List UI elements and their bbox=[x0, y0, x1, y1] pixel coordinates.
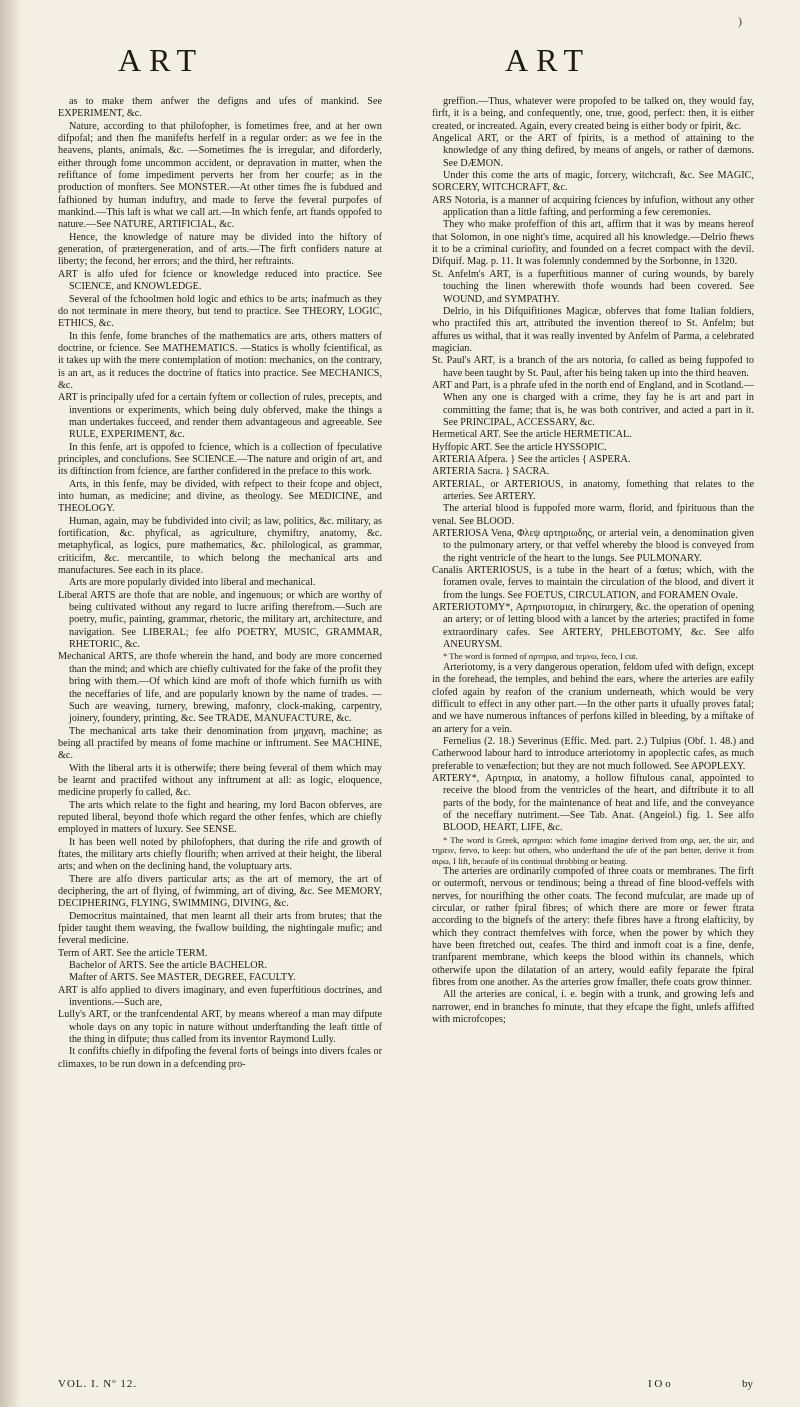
paragraph: Hermetical ART. See the article HERMETICAL. bbox=[432, 429, 632, 441]
paragraph: ARTERIAL, or ARTERIOUS, in anatomy, fomething that relates to the arteries. See ARTERY. bbox=[432, 478, 754, 502]
paragraph: It has been well noted by philofophers, that during the rife and growth of ftates, the military arts chiefly flourifh; when arrived at their height, the liberal arts; and when on the declining hand, the voluptuary arts. bbox=[58, 836, 382, 873]
paragraph: * The word is formed of αρτηρια, and τεμνω, feco, I cut. bbox=[443, 651, 638, 662]
paragraph: In this fenfe, art is oppofed to fcience, which is a collection of fpeculative principles, and conclufions. See SCIENCE.—The nature and origin of art, and its diftinction from fcience, are farther confidered in the preface to this work. bbox=[58, 441, 382, 478]
paragraph: Arteriotomy, is a very dangerous operation, feldom ufed with defign, except in the forehead, the temples, and behind the ears, where the arteries are eafily clofed again by reafon of the cranium underneath, which would be very difficult to effect in any other part.—In the other parts it ufually proves fatal; and we have numerous inftances of perfons killed in bleeding, by a miftake of an artery for a vein. bbox=[432, 661, 754, 735]
paragraph: The mechanical arts take their denomination from μηχανη, machine; as being all practifed by means of fome machine or inftrument. See MACHINE, &c. bbox=[58, 725, 382, 762]
paragraph: ART is alfo applied to divers imaginary, and even fuperftitious doctrines, and inventions.—Such are, bbox=[58, 984, 382, 1009]
paragraph: There are alfo divers particular arts; as the art of memory, the art of deciphering, the art of flying, of fwimming, art of diving, &c. See MEMORY, DECIPHERING, FLYING, SWIMMING, DIVING, &c. bbox=[58, 873, 382, 910]
paragraph: ARTERIA Sacra. } SACRA. bbox=[432, 466, 550, 478]
signature-mark: I O o bbox=[648, 1378, 671, 1390]
paragraph: Term of ART. See the article TERM. bbox=[58, 947, 208, 959]
paragraph: Angelical ART, or the ART of fpirits, is a method of attaining to the knowledge of any thing defired, by means of angels, or rather of dæmons. See DÆMON. bbox=[432, 133, 754, 169]
paragraph: Canalis ARTERIOSUS, is a tube in the heart of a fœtus; which, with the foramen ovale, ferves to maintain the circulation of the blood, and divert it from the lungs. See FOETUS, CIRCULATION, and FORAMEN Ovale. bbox=[432, 565, 754, 601]
paragraph: ARTERIOTOMY*, Αρτηριοτομια, in chirurgery, &c. the operation of opening an artery; or of letting blood with a lancet by the arteries; practifed in fome extraordinary cafes. See ARTERY, PHLEBOTOMY, &c. See alfo ANEURYSM. bbox=[432, 602, 754, 651]
catchword: by bbox=[742, 1378, 753, 1390]
paragraph: St. Paul's ART, is a branch of the ars notoria, fo called as being fuppofed to have been taught by St. Paul, after his being taken up into the third heaven. bbox=[432, 355, 754, 379]
paragraph: Bachelor of ARTS. See the article BACHELOR. bbox=[69, 960, 268, 972]
paragraph: The arts which relate to the fight and hearing, my lord Bacon obferves, are reputed liberal, beyond thofe which regard the other fenfes, which are chiefly employed in matters of luxury. See SENSE. bbox=[58, 799, 382, 836]
paragraph: All the arteries are conical, i. e. begin with a trunk, and growing lefs and narrower, end in branches fo minute, that they efcape the fight, unlefs affifted with microfcopes; bbox=[432, 989, 754, 1026]
paragraph: Nature, according to that philofopher, is fometimes free, and at her own difpofal; and then fhe manifefts herfelf in a regular order: as we fee in the heavens, plants, animals, &c. —Sometimes fhe is irregular, and diforderly, either through fome uncommon accident, or depravation in matter, when the refiftance of fome impediment perverts her from her courfe; as in the production of monfters. See MONSTER.—At other times fhe is fubdued and fafhioned by human induftry, and made to ferve the feveral purpofes of mankind.—This laft is what we call art.—In which fenfe, art ftands oppofed to nature.—See NATURE, ARTIFICIAL, &c. bbox=[58, 120, 382, 231]
paragraph: ART and Part, is a phrafe ufed in the north end of England, and in Scotland.—When any one is charged with a crime, they fay he is art and part in committing the fame; that is, he was both contriver, and acted a part in it. See PRINCIPAL, ACCESSARY, &c. bbox=[432, 379, 754, 428]
volume-number: VOL. I. Nº 12. bbox=[58, 1378, 138, 1390]
paragraph: Hence, the knowledge of nature may be divided into the hiftory of generation, of prætergeneration, and of arts.—The firft confiders nature at liberty; the fecond, her errors; and the third, her reftraints. bbox=[58, 231, 382, 268]
paragraph: Arts, in this fenfe, may be divided, with refpect to their fcope and object, into human, as medicine; and divine, as theology. See MEDICINE, and THEOLOGY. bbox=[58, 478, 382, 515]
paragraph: Arts are more popularly divided into liberal and mechanical. bbox=[69, 577, 316, 589]
paragraph: Fernelius (2. 18.) Severinus (Effic. Med. part. 2.) Tulpius (Obf. 1. 48.) and Catherwood labour hard to introduce arteriotomy in apoplectic cafes, as much preferable to venæfection; but they are not much followed. See APOPLEXY. bbox=[432, 735, 754, 772]
paragraph: ARTERY*, Αρτηρια, in anatomy, a hollow fiftulous canal, appointed to receive the blood from the ventricles of the heart, and diftribute it to all parts of the body, for the maintenance of heat and life, and the conveyance of the neceffary nutriment.—See Tab. Anat. (Angeiol.) fig. 1. See alfo BLOOD, HEART, LIFE, &c. bbox=[432, 772, 754, 834]
paragraph: Lully's ART, or the tranfcendental ART, by means whereof a man may difpute whole days on any topic in nature without underftanding the leaft tittle of the thing in difpute; thus called from its inventor Raymond Lully. bbox=[58, 1009, 382, 1046]
running-head-right: ART bbox=[505, 42, 592, 78]
paragraph: Delrio, in his Difquifitiones Magicæ, obferves that fome Italian foldiers, who practifed this art, attributed the invention thereof to St. Anfelm; but affures us withal, that it was really invented by Anfelm of Parma, a celebrated magician. bbox=[432, 305, 754, 354]
paragraph: Liberal ARTS are thofe that are noble, and ingenuous; or which are worthy of being cultivated without any regard to lucre arifing therefrom.—Such are poetry, mufic, painting, grammar, rhetoric, the military art, architecture, and navigation. See LIBERAL; fee alfo POETRY, MUSIC, GRAMMAR, RHETORIC, &c. bbox=[58, 589, 382, 651]
paragraph: With the liberal arts it is otherwife; there being feveral of them which may be learnt and practifed without any inftrument at all: as logic, eloquence, medicine properly fo called, &c. bbox=[58, 762, 382, 799]
paragraph: ART is alfo ufed for fcience or knowledge reduced into practice. See SCIENCE, and KNOWLEDGE. bbox=[58, 268, 382, 293]
paragraph: ARTERIOSA Vena, Φλεψ αρτηριωδης, or arterial vein, a denomination given to the pulmonary artery, or that veffel whereby the blood is conveyed from the right ventricle of the heart to the lungs. See PULMONARY. bbox=[432, 528, 754, 564]
paragraph: * The word is Greek, αρτηρια: which fome imagine derived from αηρ, aer, the air, and τηρειν, fervo, to keep: but others, who underftand the ufe of the part better, derive it from αιρω, I lift, becaufe of its continual throbbing or beating. bbox=[432, 834, 754, 866]
paragraph: St. Anfelm's ART, is a fuperftitious manner of curing wounds, by barely touching the linen wherewith thofe wounds had been covered. See WOUND, and SYMPATHY. bbox=[432, 268, 754, 305]
left-column bbox=[58, 96, 382, 1071]
paragraph: Under this come the arts of magic, forcery, witchcraft, &c. See MAGIC, SORCERY, WITCHCRAFT, &c. bbox=[432, 170, 754, 194]
paragraph: Hyffopic ART. See the article HYSSOPIC. bbox=[432, 441, 607, 453]
paragraph: Mechanical ARTS, are thofe wherein the hand, and body are more concerned than the mind; and which are chiefly cultivated for the fake of the profit they bring with them.—Of which kind are moft of thofe which furnifh us with the neceffaries of life, and are popularly known by the name of trades. —Such are weaving, turnery, brewing, mafonry, clock-making, carpentry, joinery, foundery, printing, &c. See TRADE, MANUFACTURE, &c. bbox=[58, 651, 382, 725]
paragraph: They who make profeffion of this art, affirm that it was by means hereof that Solomon, in one night's time, acquired all his knowledge.—Delrio fhews it to be a criminal curiofity, and founded on a fecret compact with the devil. Difquif. Mag. p. 11. It was folemnly condemned by the Sorbonne, in 1320. bbox=[432, 219, 754, 268]
running-head-left: ART bbox=[118, 42, 205, 78]
paragraph: Mafter of ARTS. See MASTER, DEGREE, FACULTY. bbox=[69, 972, 296, 984]
paragraph: It confifts chiefly in difpofing the feveral forts of beings into divers fcales or climaxes, to be run down in a defcending pro- bbox=[58, 1046, 382, 1070]
paragraph: In this fenfe, fome branches of the mathematics are arts, others matters of doctrine, or fcience. See MATHEMATICS. —Statics is wholly fcientifical, as it takes up with the mere contemplation of motion: mechanics, on the contrary, is an art, as it reduces the doctrine of ftatics into practice. See MECHANICS, &c. bbox=[58, 330, 382, 391]
corner-mark: ) bbox=[738, 14, 742, 28]
paragraph: Several of the fchoolmen hold logic and ethics to be arts; inafmuch as they do not terminate in mere theory, but tend to practice. See THEORY, LOGIC, ETHICS, &c. bbox=[58, 293, 382, 330]
paragraph: as to make them anfwer the defigns and ufes of mankind. See EXPERIMENT, &c. bbox=[58, 96, 382, 120]
paragraph: ARTERIA Afpera. } See the articles { ASPERA. bbox=[432, 453, 631, 465]
right-column bbox=[432, 96, 754, 1026]
book-gutter bbox=[0, 0, 22, 1407]
paragraph: ARS Notoria, is a manner of acquiring fciences by infufion, without any other application than a little fafting, and performing a few ceremonies. bbox=[432, 194, 754, 219]
paragraph: The arteries are ordinarily compofed of three coats or membranes. The firft or outermoft, nervous or tendinous; being a thread of fine blood-veffels with nerves, for nourifhing the other coats. The fecond mufcular, are made up of circular, or rather fpiral fibres; of which there are more or fewer ftrata according to the bignefs of the artery: thefe fibres have a ftrong elafticity, by which they contract themfelves with force, when the power by which they have been ftretched out, ceafes. The third and inmoft coat is a fine, denfe, tranfparent membrane, which keeps the blood within its channels, which otherwife upon the dilatation of an artery, would eafily feparate the fpiral fibres from one another. As the arteries grow fmaller, thefe coats grow thinner. bbox=[432, 865, 754, 988]
paragraph: greffion.—Thus, whatever were propofed to be talked on, they would fay, firft, it is a being, and confequently, one, true, good, perfect: then, it is either created, or increated. Again, every created being is either body or fpirit, &c. bbox=[432, 96, 754, 132]
paragraph: The arterial blood is fuppofed more warm, florid, and fpirituous than the venal. See BLOOD. bbox=[432, 503, 754, 527]
paragraph: ART is principally ufed for a certain fyftem or collection of rules, precepts, and inventions or experiments, which being duly obferved, make the things a man undertakes fucceed, and render them advantageous and agreeable. See RULE, EXPERIMENT, &c. bbox=[58, 392, 382, 441]
paragraph: Human, again, may be fubdivided into civil; as law, politics, &c. military, as fortification, &c. phyfical, as agriculture, chymiftry, anatomy, &c. metaphyfical, as logics, pure mathematics, &c. philological, as grammar, criticifm, &c. mercantile, to which belong the mechanical arts and manufactures. See each in its place. bbox=[58, 515, 382, 577]
paragraph: Democritus maintained, that men learnt all their arts from brutes; that the fpider taught them weaving, the fwallow building, the nightingale mufic; and feveral medicine. bbox=[58, 910, 382, 947]
